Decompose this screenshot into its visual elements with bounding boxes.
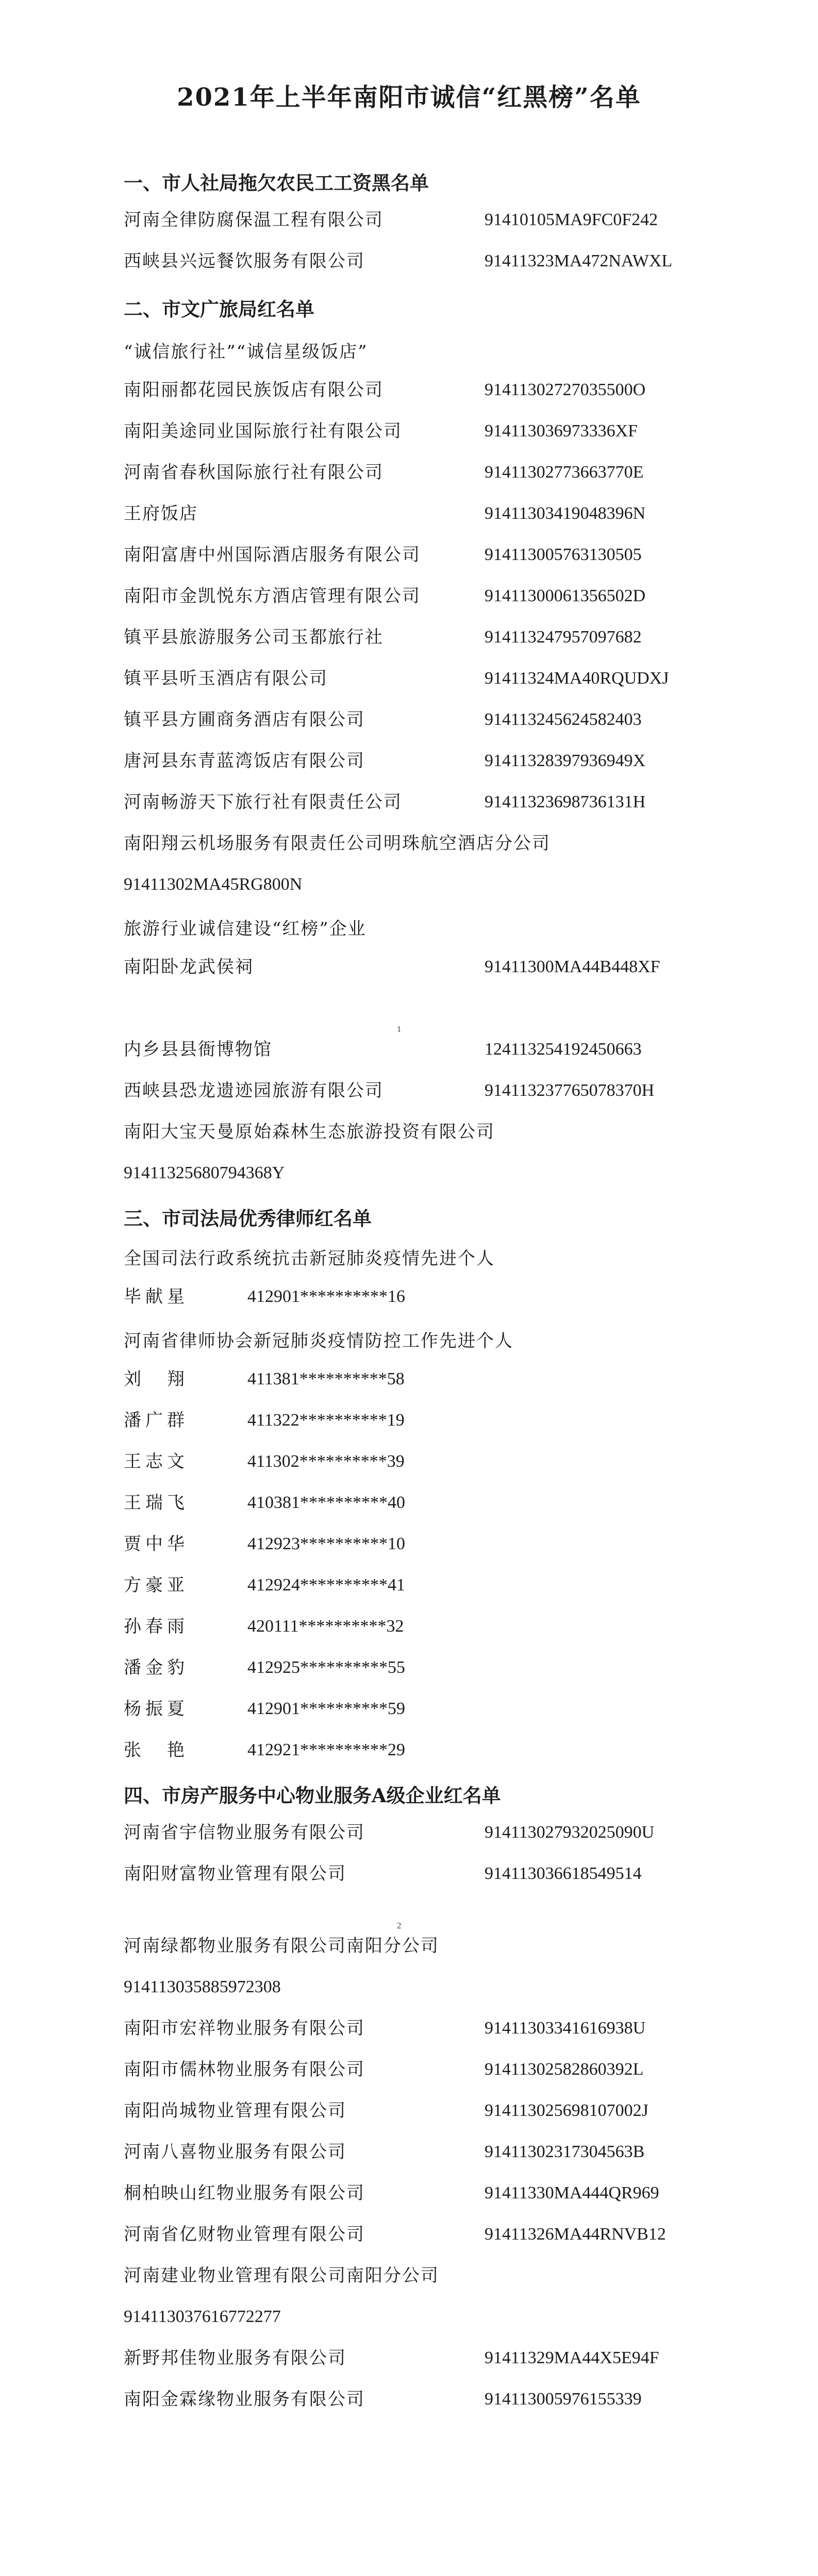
person-id: 412901**********59 <box>247 1699 405 1718</box>
entity-code: 91411300061356502D <box>485 586 646 605</box>
entity-name: 南阳丽都花园民族饭店有限公司 <box>124 380 383 400</box>
entity-name: 内乡县县衙博物馆 <box>124 1039 272 1060</box>
person-name: 王瑞飞 <box>124 1493 189 1513</box>
person-id: 411322**********19 <box>247 1411 405 1430</box>
entity-name: 新野邦佳物业服务有限公司 <box>124 2348 346 2368</box>
entity-code: 91411302317304563B <box>485 2142 645 2161</box>
person-name: 刘 翔 <box>124 1369 189 1389</box>
person-name: 杨振夏 <box>124 1699 189 1719</box>
entity-name: 镇平县方圃商务酒店有限公司 <box>124 709 365 730</box>
entity-code: 91411303341616938U <box>485 2019 646 2038</box>
entity-code: 91411330MA444QR969 <box>485 2183 659 2202</box>
entity-code: 91411323MA472NAWXL <box>485 251 673 270</box>
page-number: 1 <box>397 1024 402 1034</box>
person-id: 412925**********55 <box>247 1658 405 1677</box>
entity-name: 镇平县旅游服务公司玉都旅行社 <box>124 627 383 648</box>
entity-name: 南阳尚城物业管理有限公司 <box>124 2100 346 2121</box>
person-name: 潘广群 <box>124 1410 189 1431</box>
person-name: 潘金豹 <box>124 1657 189 1678</box>
entity-name: 南阳市金凯悦东方酒店管理有限公司 <box>124 586 421 606</box>
subheading: “诚信旅行社”“诚信星级饭店” <box>124 342 368 362</box>
entity-code: 914113245624582403 <box>485 710 642 729</box>
entity-code: 91411302793202509​0U <box>485 1823 655 1842</box>
entity-name: 南阳金霖缘物业服务有限公司 <box>124 2389 365 2410</box>
entity-name: 南阳翔云机场服务有限责任公司明珠航空酒店分公司 <box>124 833 550 854</box>
entity-code: 91411302727035500O <box>485 380 646 399</box>
entity-code: 124113254192450663 <box>485 1040 642 1059</box>
entity-name: 镇平县听玉酒店有限公司 <box>124 668 328 689</box>
entity-name: 南阳财富物业管理有限公司 <box>124 1863 346 1884</box>
entity-code: 91411323698736131H <box>485 792 646 811</box>
entity-name: 西峡县恐龙遗迹园旅游有限公司 <box>124 1080 383 1101</box>
person-id: 412923**********10 <box>247 1534 405 1553</box>
entity-code: 914113036618549514 <box>485 1864 642 1883</box>
entity-name: 王府饭店 <box>124 503 198 524</box>
person-id: 412921**********29 <box>247 1740 405 1759</box>
person-name: 孙春雨 <box>124 1616 189 1637</box>
entity-name: 西峡县兴远餐饮服务有限公司 <box>124 251 365 272</box>
entity-name: 南阳市儒林物业服务有限公司 <box>124 2059 365 2080</box>
entity-name: 河南省春秋国际旅行社有限公司 <box>124 462 383 483</box>
person-name: 张 艳 <box>124 1740 189 1760</box>
entity-code: 91411303419048396N <box>485 504 646 523</box>
section-heading-4: 四、市房产服务中心物业服务A级企业红名单 <box>124 1784 501 1807</box>
entity-code: 914113025698107002J <box>485 2101 648 2120</box>
entity-name: 河南省宇信物业服务有限公司 <box>124 1822 365 1843</box>
entity-name: 南阳富唐中州国际酒店服务有限公司 <box>124 545 421 565</box>
entity-name: 河南建业物业管理有限公司南阳分公司 <box>124 2265 439 2286</box>
person-id: 410381**********40 <box>247 1493 405 1512</box>
subheading: 旅游行业诚信建设“红榜”企业 <box>124 919 366 939</box>
entity-code: 91411302MA45RG800N <box>124 875 303 894</box>
entity-code: 91411326MA44RNVB12 <box>485 2225 666 2244</box>
entity-code: 91411302773663770E <box>485 463 644 482</box>
subheading: 全国司法行政系统抗击新冠肺炎疫情先进个人 <box>124 1248 495 1269</box>
entity-code: 914113037616772277 <box>124 2307 281 2326</box>
entity-code: 91411329MA44X5E94F <box>485 2348 659 2367</box>
entity-code: 914113036973336XF <box>485 421 638 440</box>
entity-name: 河南绿都物业服务有限公司南阳分公司 <box>124 1936 439 1956</box>
entity-code: 914113247957097682 <box>485 628 642 647</box>
subheading: 河南省律师协会新冠肺炎疫情防控工作先进个人 <box>124 1331 513 1351</box>
entity-name: 南阳卧龙武侯祠 <box>124 957 254 977</box>
person-name: 贾中华 <box>124 1534 189 1554</box>
entity-name: 桐柏映山红物业服务有限公司 <box>124 2183 365 2204</box>
entity-code: 914113005976155339 <box>485 2389 642 2409</box>
person-name: 方豪亚 <box>124 1575 189 1596</box>
person-name: 王志文 <box>124 1451 189 1472</box>
person-name: 毕献星 <box>124 1286 189 1307</box>
person-id: 412924**********41 <box>247 1575 405 1595</box>
entity-name: 河南畅游天下旅行社有限责任公司 <box>124 792 402 812</box>
person-id: 411381**********58 <box>247 1369 405 1388</box>
entity-name: 南阳美途同业国际旅行社有限公司 <box>124 421 402 442</box>
entity-name: 河南全律防腐保温工程有限公司 <box>124 210 383 230</box>
person-id: 411302**********39 <box>247 1452 405 1471</box>
person-id: 412901**********16 <box>247 1287 405 1306</box>
entity-code: 91411328397936949X <box>485 751 646 770</box>
section-heading-3: 三、市司法局优秀律师红名单 <box>124 1207 372 1230</box>
person-id: 420111**********32 <box>247 1617 404 1636</box>
entity-code: 91411324MA40RQUDXJ <box>485 669 669 688</box>
entity-code: 91411300576313050​5 <box>485 545 642 564</box>
entity-code: 91411300MA44B448XF <box>485 957 660 976</box>
section-heading-2: 二、市文广旅局红名单 <box>124 298 314 320</box>
entity-code: 91411302582860392L <box>485 2060 644 2079</box>
entity-name: 河南省亿财物业管理有限公司 <box>124 2224 365 2245</box>
entity-code: 914113035885972308 <box>124 1977 281 1996</box>
entity-code: 91410105MA9FC0F242 <box>485 210 658 229</box>
entity-name: 唐河县东青蓝湾饭店有限公司 <box>124 751 365 771</box>
entity-code: 91411325680794368Y <box>124 1163 285 1182</box>
page-number: 2 <box>397 1921 402 1930</box>
entity-name: 南阳市宏祥物业服务有限公司 <box>124 2018 365 2039</box>
entity-code: 914113237765078370H <box>485 1081 655 1100</box>
section-heading-1: 一、市人社局拖欠农民工工资黑名单 <box>124 172 429 194</box>
page-title: 2021年上半年南阳市诚信“红黑榜”名单 <box>177 83 641 112</box>
entity-name: 南阳大宝天曼原始森林生态旅游投资有限公司 <box>124 1122 495 1142</box>
entity-name: 河南八喜物业服务有限公司 <box>124 2142 346 2162</box>
